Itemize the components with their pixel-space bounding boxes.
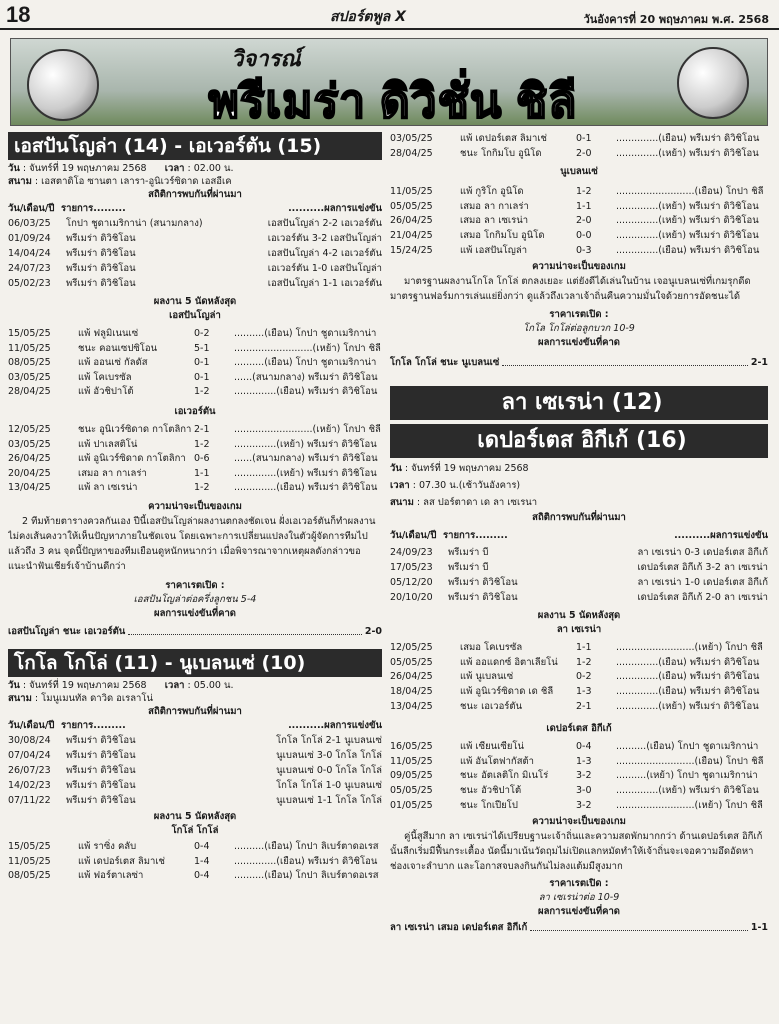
cell-opponent: แพ้ ราซิ่ง คลับ [78, 840, 137, 852]
issue-date: วันอังคารที่ 20 พฤษภาคม พ.ศ. 2568 [583, 13, 769, 26]
list-item [8, 342, 382, 357]
cell-date: 05/05/25 [390, 200, 433, 212]
cell-date: 07/04/24 [8, 749, 51, 761]
cell-date: 12/05/25 [390, 642, 433, 654]
list-item [390, 755, 768, 770]
list-item [390, 229, 768, 244]
list-item [390, 244, 768, 259]
cell-score: 0-2 [194, 328, 210, 339]
form-table [390, 185, 768, 258]
cell-date: 30/08/24 [8, 734, 51, 746]
cell-venue: ..............(เยือน) พรีเมร่า ดิวิชิโอน [234, 855, 378, 867]
cell-score: 0-4 [194, 870, 210, 882]
cell-opponent: แพ้ เดปอร์เตส ลิมาเช่ [78, 855, 166, 867]
match-info: วัน : จันทร์ที่ 19 พฤษภาคม 2568 [390, 463, 529, 475]
list-item [8, 385, 382, 400]
section-heading: สถิติการพบกันที่ผ่านมา [148, 705, 242, 717]
cell-venue: ..............(เยือน) พรีเมร่า ดิวิชิโอน [616, 685, 760, 697]
cell-opponent: ชนะ โกกิมโบ อูนิโด [460, 147, 542, 159]
cell-opponent: แพ้ ออนเซ่ กัลดัส [78, 357, 148, 369]
form-table [8, 840, 382, 884]
cell-opponent: แพ้ อูนิเวร์ซิดาด เด ชิลี [460, 685, 554, 697]
list-item [390, 799, 768, 814]
table-row [8, 276, 382, 291]
table-row [390, 575, 768, 590]
cell-venue: ......(สนามกลาง) พรีเมร่า ดิวิชิโอน [234, 371, 378, 383]
cell-date: 03/05/25 [390, 133, 433, 144]
cell-venue: ..............(เยือน) พรีเมร่า ดิวิชิโอน [616, 244, 760, 256]
cell-date: 05/02/23 [8, 278, 51, 289]
cell-date: 01/09/24 [8, 233, 51, 244]
section-heading: ผลการแข่งขันที่คาด [538, 906, 620, 918]
cell-venue: ..............(เยือน) พรีเมร่า ดิวิชิโอน [234, 386, 378, 398]
table-row [8, 216, 382, 231]
list-item [390, 132, 768, 147]
cell-date: 18/04/25 [390, 685, 433, 697]
cell-venue: ..............(เยือน) พรีเมร่า ดิวิชิโอน [234, 482, 378, 494]
list-item [390, 185, 768, 200]
masthead-logo: สปอร์ตพูล X [330, 9, 406, 25]
list-item [390, 685, 768, 700]
odds-heading: ราคาเรตเปิด : [549, 878, 609, 890]
cell-competition: พรีเมร่า ดิวิชิโอน [448, 577, 518, 589]
cell-competition: พรีเมร่า ดิวิชิโอน [66, 764, 136, 776]
form-table [390, 641, 768, 714]
table-row [390, 590, 768, 605]
cell-opponent: แพ้ ฟลูมิเนนเซ่ [78, 328, 139, 339]
cell-competition: พรีเมร่า ดิวิชิโอน [66, 794, 136, 806]
list-item [390, 740, 768, 755]
cell-date: 28/04/25 [390, 147, 433, 159]
cell-date: 26/07/23 [8, 764, 51, 776]
cell-venue: ..........(เยือน) โกปา ชูดาเมริกาน่า [234, 357, 377, 369]
cell-date: 15/05/25 [8, 328, 51, 339]
cell-date: 20/04/25 [8, 467, 51, 479]
cell-opponent: แพ้ ปาเลสติโน่ [78, 438, 138, 450]
table-row [8, 778, 382, 793]
cell-date: 14/02/23 [8, 779, 51, 791]
cell-date: 26/04/25 [8, 453, 51, 465]
list-item [390, 784, 768, 799]
cell-date: 03/05/25 [8, 371, 51, 383]
cell-result: นูเบลนเซ่ 1-1 โกโล โกโล่ [276, 794, 382, 806]
match-venue: สนาม : เอสตาดิโอ ซานตา เลารา-อูนิเวร์ซิดาด เอสอีเค [8, 176, 232, 187]
table-header: วัน/เดือน/ปี รายการ......... ..........ผลการแข่งขัน [390, 530, 768, 542]
team-heading: เดปอร์เตส อิกีเก้ [546, 723, 612, 735]
cell-competition: พรีเมร่า ดิวิชิโอน [66, 263, 136, 274]
list-item [8, 438, 382, 453]
cell-opponent: แพ้ ฟอร์ตาเลซ่า [78, 870, 144, 882]
match-title: เอสปันโญล่า (14) - เอเวอร์ตัน (15) [8, 132, 382, 160]
analysis-text: 2 ทีมท้ายตารางควลกันเอง ปีนี้เอสปันโญล่าผลงานตกลงชัดเจน ฝั่งเอเวอร์ตันก็ทำผลงานไม่คงเส้นคงวาให้เห็นปัญหาภายในชัดเจน โดยเฉพาะการเปลี่ยนแปลงในตัวผู้จัดการทีมไปแล้วถึง 3 คน จุดนี้ปัญหาของทีมเยือนดูหนักหนากว่า เมื่อพิจารณาจากเหตุผลดังกล่าวขอแนะนำฟันเชียร์เจ้าบ้านดีกว่า [8, 515, 376, 572]
cell-score: 5-1 [194, 342, 210, 354]
cell-score: 0-0 [576, 229, 592, 241]
cell-score: 1-1 [576, 200, 592, 212]
cell-competition: พรีเมร่า ดิวิชิโอน [66, 233, 136, 244]
cell-competition: พรีเมร่า บี [448, 547, 489, 559]
table-row [8, 733, 382, 748]
list-item [390, 656, 768, 671]
table-row [8, 748, 382, 763]
match-venue: สนาม : โมนูเมนทัล ดาวิด อเรลาโน่ [8, 692, 153, 704]
cell-date: 21/04/25 [390, 229, 433, 241]
list-item [390, 200, 768, 215]
cell-date: 17/05/23 [390, 562, 433, 574]
cell-venue: ..............(เหย้า) พรีเมร่า ดิวิชิโอน [616, 229, 759, 241]
cell-result: เอสปันโญล่า 4-2 เอเวอร์ตัน [267, 248, 382, 259]
cell-opponent: ชนะ อัวชิปาโต้ [460, 784, 522, 796]
cell-venue: ..........................(เหย้า) โกปา ชิลี [616, 799, 763, 811]
list-item [8, 423, 382, 438]
cell-score: 0-4 [576, 741, 592, 753]
cell-date: 14/04/24 [8, 248, 51, 259]
cell-date: 01/05/25 [390, 799, 433, 811]
form-table [390, 740, 768, 813]
cell-score: 1-2 [576, 186, 592, 198]
banner-title: พรีเมร่า ดิวิชั่น ชิลี [208, 75, 578, 126]
cell-score: 1-3 [576, 685, 592, 697]
list-item [8, 855, 382, 870]
table-row [8, 261, 382, 276]
right-column [390, 132, 768, 935]
cell-score: 0-1 [194, 371, 210, 383]
cell-result: ลา เซเรน่า 1-0 เดปอร์เตส อิกีเก้ [637, 577, 768, 589]
cell-date: 07/11/22 [8, 794, 51, 806]
table-row [8, 763, 382, 778]
cell-score: 1-1 [576, 642, 592, 654]
cell-score: 0-1 [576, 133, 592, 144]
match-time: เวลา : 07.30 น.(เช้าวันอังคาร) [390, 480, 521, 492]
cell-venue: ..............(เหย้า) พรีเมร่า ดิวิชิโอน [234, 438, 377, 450]
form-table [8, 327, 382, 400]
section-heading: ผลงาน 5 นัดหลังสุด [153, 810, 237, 822]
list-item [390, 641, 768, 656]
list-item [390, 670, 768, 685]
h2h-table [390, 545, 768, 605]
h2h-table [8, 216, 382, 291]
page-header [0, 0, 779, 30]
cell-result: เอเวอร์ตัน 3-2 เอสปันโญล่า [267, 233, 382, 244]
cell-date: 09/05/25 [390, 770, 433, 782]
cell-venue: ..........................(เหย้า) โกปา ชิลี [234, 342, 381, 354]
cell-result: ลา เซเรน่า 0-3 เดปอร์เตส อิกีเก้ [637, 547, 768, 559]
cell-venue: ..............(เหย้า) พรีเมร่า ดิวิชิโอน [616, 147, 759, 159]
cell-date: 03/05/25 [8, 438, 51, 450]
cell-score: 0-3 [576, 244, 592, 256]
cell-score: 1-2 [194, 386, 210, 398]
cell-opponent: แพ้ เดปอร์เตส ลิมาเช่ [460, 133, 548, 144]
table-row [390, 545, 768, 560]
cell-opponent: แพ้ กูริโก อูนิโด [460, 186, 524, 198]
left-column [8, 132, 382, 884]
cell-date: 24/09/23 [390, 547, 433, 559]
cell-result: เอสปันโญล่า 2-2 เอเวอร์ตัน [267, 218, 382, 229]
cell-competition: พรีเมร่า ดิวิชิโอน [66, 779, 136, 791]
list-item [390, 700, 768, 715]
match-info: วัน : จันทร์ที่ 19 พฤษภาคม 2568 เวลา : 05.00 น. [8, 679, 234, 691]
cell-competition: พรีเมร่า ดิวิชิโอน [66, 278, 136, 289]
section-heading: สถิติการพบกันที่ผ่านมา [148, 189, 242, 200]
cell-competition: พรีเมร่า ดิวิชิโอน [66, 248, 136, 259]
cell-competition: พรีเมร่า ดิวิชิโอน [66, 734, 136, 746]
list-item [8, 467, 382, 482]
cell-opponent: แพ้ โคเบรซัล [78, 371, 132, 383]
team-heading: เอสปันโญล่า [169, 310, 221, 321]
team-heading: เอเวอร์ตัน [174, 405, 216, 417]
cell-opponent: แพ้ เอสปันโญล่า [460, 244, 528, 256]
section-heading: สถิติการพบกันที่ผ่านมา [532, 512, 626, 524]
table-row [8, 231, 382, 246]
cell-date: 05/05/25 [390, 784, 433, 796]
cell-venue: ..............(เหย้า) พรีเมร่า ดิวิชิโอน [616, 700, 759, 712]
cell-score: 2-1 [194, 423, 210, 435]
banner-kicker: วิจารณ์ [231, 47, 301, 72]
cell-competition: พรีเมร่า ดิวิชิโอน [448, 592, 518, 604]
cell-date: 05/12/20 [390, 577, 433, 589]
cell-date: 11/05/25 [390, 755, 433, 767]
prediction: โกโล โกโล่ ชนะ นูเบลนเซ่ 2-1 [390, 357, 768, 369]
cell-date: 13/04/25 [390, 700, 433, 712]
match-title-away: เดปอร์เตส อิกีเก้ (16) [390, 424, 768, 458]
table-row [8, 246, 382, 261]
cell-score: 0-4 [194, 840, 210, 852]
cell-opponent: แพ้ เซียนเซียโน่ [460, 741, 525, 753]
cell-date: 26/04/25 [390, 671, 433, 683]
cell-opponent: แพ้ ลา เซเรน่า [78, 482, 138, 494]
cell-venue: ..........(เยือน) โกปา ชูดาเมริกาน่า [616, 741, 759, 753]
prediction: เอสปันโญล่า ชนะ เอเวอร์ตัน 2-0 [8, 625, 382, 637]
section-heading: ความน่าจะเป็นของเกม [532, 816, 626, 828]
cell-result: นูเบลนเซ่ 3-0 โกโล โกโล่ [276, 749, 382, 761]
cell-opponent: แพ้ อันโตฟากัสต้า [460, 755, 534, 767]
list-item [390, 769, 768, 784]
team-heading: ลา เซเรน่า [556, 624, 602, 636]
list-item [8, 869, 382, 884]
cell-date: 11/05/25 [8, 855, 51, 867]
cell-opponent: เสมอ โคเบรซัล [460, 642, 523, 654]
match-title-home: ลา เซเรน่า (12) [390, 386, 768, 420]
cell-date: 28/04/25 [8, 386, 51, 398]
cell-result: โกโล โกโล่ 2-1 นูเบลนเซ่ [276, 734, 382, 746]
form-table [390, 132, 768, 161]
cell-venue: ..........................(เยือน) โกปา ชิลี [616, 755, 764, 767]
cell-result: เดปอร์เตส อิกีเก้ 2-0 ลา เซเรน่า [637, 592, 768, 604]
list-item [390, 214, 768, 229]
cell-score: 0-6 [194, 453, 210, 465]
cell-venue: ..........(เหย้า) โกปา ชูดาเมริกาน่า [616, 770, 758, 782]
match-venue: สนาม : ลส ปอร์ตาดา เด ลา เซเรนา [390, 497, 538, 509]
cell-opponent: เสมอ โกกิมโบ อูนิโด [460, 229, 545, 241]
cell-date: 16/05/25 [390, 741, 433, 753]
cell-result: เดปอร์เตส อิกีเก้ 3-2 ลา เซเรน่า [637, 562, 768, 574]
cell-score: 2-0 [576, 147, 592, 159]
cell-venue: ..............(เยือน) พรีเมร่า ดิวิชิโอน [616, 671, 760, 683]
cell-date: 11/05/25 [8, 342, 51, 354]
cell-venue: ..........................(เหย้า) โกปา ชิลี [616, 642, 763, 654]
section-banner [10, 38, 768, 126]
cell-date: 06/03/25 [8, 218, 51, 229]
cell-opponent: แพ้ อัวชิปาโต้ [78, 386, 134, 398]
cell-date: 13/04/25 [8, 482, 51, 494]
cell-date: 15/05/25 [8, 840, 51, 852]
list-item [8, 371, 382, 386]
cell-opponent: เสมอ ลา เซเรน่า [460, 215, 529, 227]
team-heading: โกโล่ โกโล่ [171, 824, 219, 836]
page-number: 18 [6, 2, 31, 27]
cell-venue: ..............(เหย้า) พรีเมร่า ดิวิชิโอน [616, 215, 759, 227]
cell-date: 11/05/25 [390, 186, 433, 198]
cell-opponent: ชนะ อัตเลติโก มิเนโร่ [460, 770, 549, 782]
h2h-table [8, 733, 382, 808]
cell-score: 1-2 [576, 656, 592, 668]
cell-venue: ..........................(เหย้า) โกปา ชิลี [234, 423, 381, 435]
section-heading: ผลงาน 5 นัดหลังสุด [537, 610, 621, 622]
cell-score: 0-1 [194, 357, 210, 369]
table-row [390, 560, 768, 575]
cell-venue: ..............(เหย้า) พรีเมร่า ดิวิชิโอน [234, 467, 377, 479]
list-item [8, 327, 382, 342]
cell-opponent: ชนะ โกเปียโป [460, 799, 518, 811]
odds-value: ลา เซเรน่าต่อ 10-9 [538, 892, 620, 904]
odds-value: โกโล โกโล่ต่อลูกบวก 10-9 [523, 323, 635, 335]
cell-date: 08/05/25 [8, 357, 51, 369]
cell-date: 24/07/23 [8, 263, 51, 274]
cell-venue: ......(สนามกลาง) พรีเมร่า ดิวิชิโอน [234, 453, 378, 465]
section-heading: ผลการแข่งขันที่คาด [538, 337, 620, 349]
cell-result: โกโล โกโล่ 1-0 นูเบลนเซ่ [276, 779, 382, 791]
cell-competition: พรีเมร่า ดิวิชิโอน [66, 749, 136, 761]
cell-score: 3-2 [576, 770, 592, 782]
list-item [8, 356, 382, 371]
cell-score: 1-3 [576, 755, 592, 767]
cell-competition: โกปา ชูดาเมริกาน่า (สนามกลาง) [66, 218, 203, 229]
cell-venue: ..........(เยือน) โกปา ลิเบร์ตาดอเรส [234, 870, 379, 882]
table-header: วัน/เดือน/ปี รายการ......... ..........ผลการแข่งขัน [8, 719, 382, 731]
analysis-text: คู่นี้สูสีมาก ลา เซเรน่าได้เปรียบฐานะเจ้าถิ่นและความสดพักมากกว่า ด้านเดปอร์เตส อิกีเก้นั้นลีกเริ่มมีฟื้นกระเตื้อง นัดนี้มาเน้นวัดฤมไม่เปิดแลกหมัดทำให้เจ้าถิ่นจะเจอความอึดอัดหาช่องเจาะลำบาก และโอกาสจบลงกินกันไม่ลงแต้มมีสูงมาก [390, 831, 763, 873]
cell-date: 05/05/25 [390, 656, 433, 668]
team-heading: นูเบลนเซ่ [560, 166, 598, 178]
cell-venue: ..........(เยือน) โกปา ลิเบร์ตาดอเรส [234, 840, 379, 852]
cell-score: 1-1 [194, 467, 210, 479]
prediction: ลา เซเรน่า เสมอ เดปอร์เตส อิกีเก้ 1-1 [390, 922, 768, 934]
cell-date: 20/10/20 [390, 592, 433, 604]
cell-venue: ..............(เยือน) พรีเมร่า ดิวิชิโอน [616, 656, 760, 668]
list-item [8, 481, 382, 496]
cell-date: 08/05/25 [8, 870, 51, 882]
cell-venue: ..............(เยือน) พรีเมร่า ดิวิชิโอน [616, 133, 760, 144]
cell-opponent: ชนะ คอนเซปซิโอน [78, 342, 158, 354]
cell-score: 2-0 [576, 215, 592, 227]
match-info: วัน : จันทร์ที่ 19 พฤษภาคม 2568 เวลา : 02.00 น. [8, 163, 234, 174]
cell-score: 0-2 [576, 671, 592, 683]
cell-result: เอเวอร์ตัน 1-0 เอสปันโญล่า [267, 263, 382, 274]
cell-score: 2-1 [576, 700, 592, 712]
cell-result: เอสปันโญล่า 1-1 เอเวอร์ตัน [267, 278, 382, 289]
cell-score: 3-2 [576, 799, 592, 811]
cell-venue: ..........................(เยือน) โกปา ชิลี [616, 186, 764, 198]
cell-date: 26/04/25 [390, 215, 433, 227]
section-heading: ความน่าจะเป็นของเกม [532, 261, 626, 273]
cell-venue: ..............(เหย้า) พรีเมร่า ดิวิชิโอน [616, 200, 759, 212]
cell-score: 1-2 [194, 482, 210, 494]
cell-competition: พรีเมร่า บี [448, 562, 489, 574]
cell-opponent: เสมอ ลา กาเลร่า [78, 467, 147, 479]
cell-opponent: ชนะ เอเวอร์ตัน [460, 700, 523, 712]
cell-score: 1-2 [194, 438, 210, 450]
cell-venue: ..............(เหย้า) พรีเมร่า ดิวิชิโอน [616, 784, 759, 796]
cell-score: 1-4 [194, 855, 210, 867]
list-item [390, 147, 768, 162]
form-table [8, 423, 382, 496]
list-item [8, 840, 382, 855]
odds-value: เอสปันโญล่าต่อครึ่งลูกชน 5-4 [133, 593, 257, 605]
section-heading: ผลการแข่งขันที่คาด [154, 607, 236, 619]
analysis-text: มาตรฐานผลงานโกโล โกโล่ ตกลงเยอะ แต่ยังดีได้เล่นในบ้าน เจอนูเบลนเซ่ที่เกมรุกดีด มาตรฐานฟอร์มการเล่นแย่ยิ่งกว่า ดูแล้วถึงเวลาเจ้าถิ่นคืนความมั่นใจด้วยการอัดชนะได้ [390, 276, 751, 303]
cell-opponent: แพ้ นูเบลนเซ่ [460, 671, 514, 683]
cell-score: 3-0 [576, 784, 592, 796]
cell-opponent: แพ้ อูนิเวร์ซิดาด กาโตลิกา [78, 453, 186, 465]
cell-venue: ..........(เยือน) โกปา ชูดาเมริกาน่า [234, 328, 377, 339]
section-heading: ผลงาน 5 นัดหลังสุด [153, 296, 237, 307]
section-heading: ความน่าจะเป็นของเกม [148, 500, 242, 512]
table-header: วัน/เดือน/ปี รายการ......... ..........ผลการแข่งขัน [8, 203, 382, 214]
list-item [8, 452, 382, 467]
cell-date: 15/24/25 [390, 244, 433, 256]
cell-opponent: ชนะ อูนิเวร์ซิดาด กาโตลิกา [78, 423, 192, 435]
cell-opponent: แพ้ ออแดกซ์ อิตาเลียโน่ [460, 656, 558, 668]
odds-heading: ราคาเรตเปิด : [549, 309, 609, 321]
cell-opponent: เสมอ ลา กาเลร่า [460, 200, 529, 212]
match-title: โกโล โกโล่ (11) - นูเบลนเซ่ (10) [8, 649, 382, 677]
table-row [8, 793, 382, 808]
cell-date: 12/05/25 [8, 423, 51, 435]
cell-result: นูเบลนเซ่ 0-0 โกโล โกโล่ [276, 764, 382, 776]
odds-heading: ราคาเรตเปิด : [165, 579, 225, 591]
